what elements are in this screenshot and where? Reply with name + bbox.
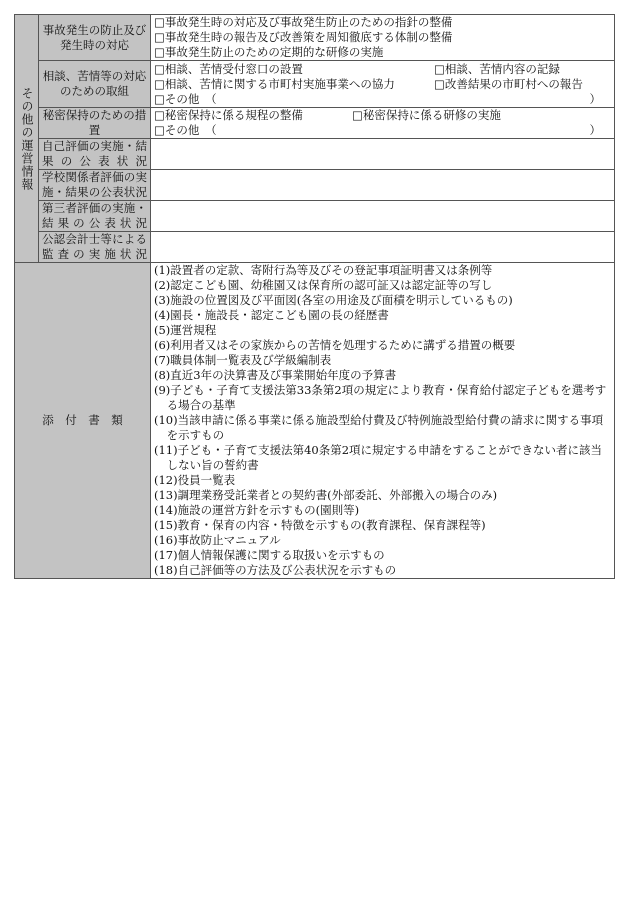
- third-eval-field[interactable]: [151, 201, 615, 232]
- school-eval-label: 学校関係者評価の実施・結果の公表状況: [39, 170, 151, 201]
- attachment-item: (7)職員体制一覧表及び学級編制表: [154, 353, 332, 367]
- accident-option[interactable]: □事故発生時の対応及び事故発生防止のための指針の整備: [154, 15, 453, 29]
- third-eval-label: 第三者評価の実施・結果の公表状況: [39, 201, 151, 232]
- consultation-other-option[interactable]: □その他 （: [154, 91, 217, 106]
- confidentiality-options: [151, 108, 615, 139]
- consultation-option[interactable]: □相談、苦情受付窓口の設置: [154, 61, 303, 76]
- consultation-option[interactable]: □改善結果の市町村への報告: [434, 76, 583, 91]
- attachment-item: (15)教育・保育の内容・特徴を示すもの(教育課程、保育課程等): [154, 518, 486, 532]
- confidentiality-label: 秘密保持のための措置: [39, 108, 151, 139]
- close-paren: ）: [589, 123, 601, 137]
- attachment-item: (8)直近3年の決算書及び事業開始年度の予算書: [154, 368, 397, 382]
- attachment-item: (10)当該申請に係る事業に係る施設型給付費及び特例施設型給付費の請求に関する事項を示すもの: [154, 413, 604, 442]
- audit-field[interactable]: [151, 232, 615, 263]
- attachment-item: (18)自己評価等の方法及び公表状況を示すもの: [154, 563, 397, 577]
- accident-options: [151, 15, 615, 61]
- confidentiality-other-option[interactable]: □その他 （: [154, 123, 217, 137]
- attachments-list: [151, 263, 615, 579]
- operation-info-table: [14, 14, 615, 579]
- accident-option[interactable]: □事故発生時の報告及び改善策を周知徹底する体制の整備: [154, 30, 453, 44]
- attachment-item: (16)事故防止マニュアル: [154, 533, 281, 547]
- attachment-item: (6)利用者又はその家族からの苦情を処理するために講ずる措置の概要: [154, 338, 516, 352]
- attachment-item: (4)園長・施設長・認定こども園の長の経歴書: [154, 308, 389, 322]
- attachment-item: (9)子ども・子育て支援法第33条第2項の規定により教育・保育給付認定子どもを選考する場合の基準: [154, 383, 607, 412]
- section-label: その他の運営情報: [15, 15, 39, 263]
- accident-label: 事故発生の防止及び発生時の対応: [39, 15, 151, 61]
- attachment-item: (1)設置者の定款、寄附行為等及びその登記事項証明書又は条例等: [154, 263, 493, 277]
- attachment-item: (3)施設の位置図及び平面図(各室の用途及び面積を明示しているもの): [154, 293, 513, 307]
- self-eval-label: 自己評価の実施・結果の公表状況: [39, 139, 151, 170]
- confidentiality-option[interactable]: □秘密保持に係る研修の実施: [352, 108, 501, 122]
- attachment-item: (5)運営規程: [154, 323, 217, 337]
- attachments-label: 添 付 書 類: [15, 263, 151, 579]
- close-paren: ）: [589, 91, 601, 106]
- consultation-option[interactable]: □相談、苦情に関する市町村実施事業への協力: [154, 76, 395, 91]
- consultation-label: 相談、苦情等の対応のための取組: [39, 61, 151, 108]
- consultation-option[interactable]: □相談、苦情内容の記録: [434, 61, 560, 76]
- audit-label: 公認会計士等による監査の実施状況: [39, 232, 151, 263]
- school-eval-field[interactable]: [151, 170, 615, 201]
- attachment-item: (17)個人情報保護に関する取扱いを示すもの: [154, 548, 385, 562]
- self-eval-field[interactable]: [151, 139, 615, 170]
- attachment-item: (13)調理業務受託業者との契約書(外部委託、外部搬入の場合のみ): [154, 488, 498, 502]
- attachment-item: (11)子ども・子育て支援法第40条第2項に規定する申請をすることができない者に該当しない旨の誓約書: [154, 443, 603, 472]
- consultation-options: [151, 61, 615, 108]
- confidentiality-option[interactable]: □秘密保持に係る規程の整備: [154, 108, 303, 122]
- attachment-item: (2)認定こども園、幼稚園又は保育所の認可証又は認定証等の写し: [154, 278, 493, 292]
- attachment-item: (12)役員一覧表: [154, 473, 236, 487]
- attachment-item: (14)施設の運営方針を示すもの(園則等): [154, 503, 360, 517]
- accident-option[interactable]: □事故発生防止のための定期的な研修の実施: [154, 45, 384, 59]
